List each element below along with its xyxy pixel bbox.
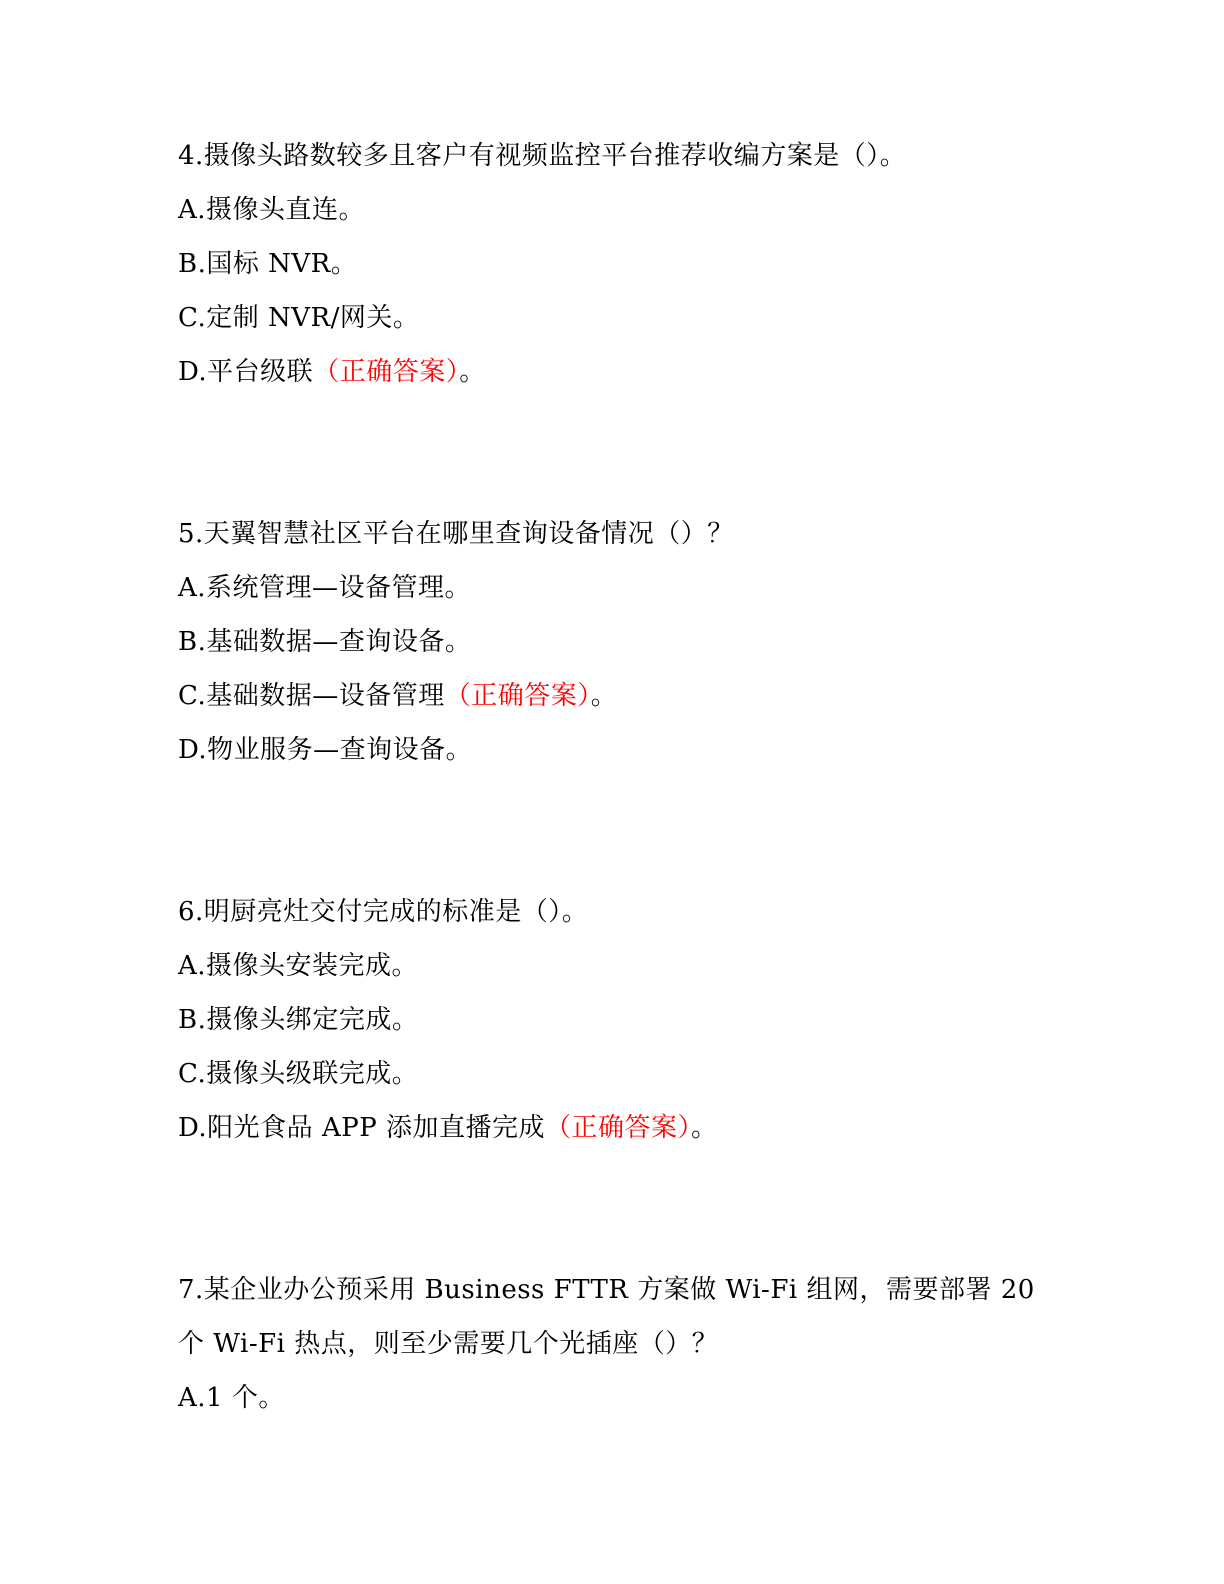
question-4-stem: 4.摄像头路数较多且客户有视频监控平台推荐收编方案是（）。 [178, 141, 907, 171]
question-6-option-a: A.摄像头安装完成。 [178, 951, 419, 981]
option-punctuation: 。 [459, 357, 486, 387]
question-7-stem-line-2: 个 Wi-Fi 热点，则至少需要几个光插座（）？ [178, 1329, 719, 1359]
question-5-option-b: B.基础数据—查询设备。 [178, 627, 472, 657]
correct-answer-mark: （正确答案） [313, 357, 460, 387]
question-5-option-d: D.物业服务—查询设备。 [178, 735, 473, 765]
option-text: D.平台级联 [178, 357, 314, 387]
question-7-stem-line-1: 7.某企业办公预采用 Business FTTR 方案做 Wi-Fi 组网，需要部署 20 [178, 1275, 1035, 1305]
question-4-option-a: A.摄像头直连。 [178, 195, 366, 225]
question-4-option-b: B.国标 NVR。 [178, 249, 358, 279]
option-punctuation: 。 [590, 681, 618, 711]
question-4-option-c: C.定制 NVR/网关。 [178, 303, 420, 333]
question-6-option-c: C.摄像头级联完成。 [178, 1059, 419, 1089]
question-6-option-d [178, 1111, 718, 1145]
option-text: C.基础数据—设备管理 [178, 681, 445, 711]
option-text: D.阳光食品 APP 添加直播完成 [178, 1113, 545, 1143]
question-5-option-a: A.系统管理—设备管理。 [178, 573, 472, 603]
correct-answer-mark: （正确答案） [444, 681, 591, 711]
option-punctuation: 。 [691, 1113, 718, 1143]
correct-answer-mark: （正确答案） [544, 1113, 691, 1143]
question-5-option-c [178, 679, 617, 713]
question-5-stem: 5.天翼智慧社区平台在哪里查询设备情况（）？ [178, 519, 734, 549]
question-4-option-d [178, 355, 486, 389]
question-6-option-b: B.摄像头绑定完成。 [178, 1005, 419, 1035]
question-7-option-a: A.1 个。 [178, 1383, 285, 1413]
question-6-stem: 6.明厨亮灶交付完成的标准是（）。 [178, 897, 589, 927]
